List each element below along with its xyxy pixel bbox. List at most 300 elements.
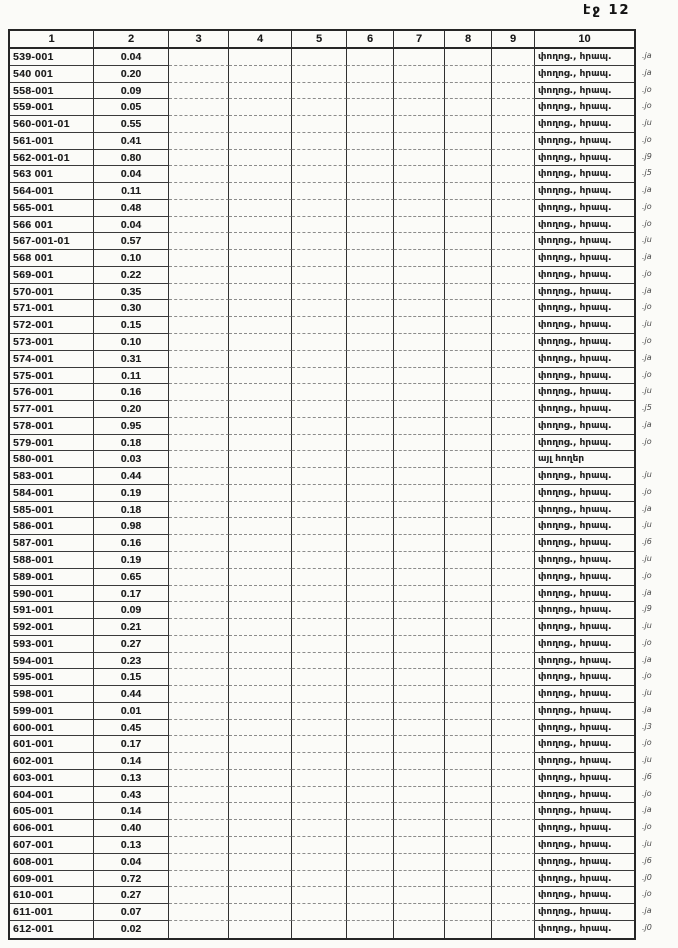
- empty-cell: [492, 334, 535, 351]
- empty-cell: [229, 871, 292, 888]
- empty-cell: [229, 535, 292, 552]
- empty-cell: [445, 233, 492, 250]
- empty-cell: [292, 887, 347, 904]
- margin-mark: .ja: [642, 503, 652, 513]
- land-use-cell: փողոց., հրապ.: [535, 787, 634, 804]
- empty-cell: [445, 384, 492, 401]
- empty-cell: [292, 720, 347, 737]
- land-use-cell: փողոց., հրապ.: [535, 99, 634, 116]
- area-value-cell: 0.17: [94, 736, 169, 753]
- empty-cell: [445, 267, 492, 284]
- table-row: [10, 904, 634, 921]
- empty-cell: [347, 150, 394, 167]
- empty-cell: [292, 334, 347, 351]
- parcel-code-cell: 584-001: [10, 485, 94, 502]
- area-value-cell: 0.10: [94, 250, 169, 267]
- empty-cell: [492, 384, 535, 401]
- margin-mark: .ju: [642, 520, 652, 530]
- empty-cell: [229, 401, 292, 418]
- empty-cell: [492, 686, 535, 703]
- margin-mark: .ja: [642, 805, 652, 815]
- table-row: [10, 569, 634, 586]
- area-value-cell: 0.11: [94, 183, 169, 200]
- empty-cell: [292, 736, 347, 753]
- empty-cell: [394, 49, 445, 66]
- margin-mark: .ja: [642, 185, 652, 195]
- empty-cell: [492, 502, 535, 519]
- parcel-code-cell: 578-001: [10, 418, 94, 435]
- empty-cell: [292, 116, 347, 133]
- area-value-cell: 0.80: [94, 150, 169, 167]
- empty-cell: [229, 300, 292, 317]
- empty-cell: [492, 267, 535, 284]
- empty-cell: [445, 150, 492, 167]
- empty-cell: [229, 518, 292, 535]
- parcel-code-cell: 569-001: [10, 267, 94, 284]
- empty-cell: [394, 619, 445, 636]
- parcel-code-cell: 604-001: [10, 787, 94, 804]
- table-row: [10, 803, 634, 820]
- empty-cell: [394, 166, 445, 183]
- table-row: [10, 552, 634, 569]
- table-row: [10, 451, 634, 468]
- empty-cell: [292, 518, 347, 535]
- empty-cell: [492, 99, 535, 116]
- empty-cell: [492, 653, 535, 670]
- land-use-cell: փողոց., հրապ.: [535, 351, 634, 368]
- empty-cell: [347, 418, 394, 435]
- empty-cell: [229, 820, 292, 837]
- area-value-cell: 0.72: [94, 871, 169, 888]
- margin-mark: .jo: [642, 889, 652, 899]
- empty-cell: [347, 803, 394, 820]
- land-use-cell: փողոց., հրապ.: [535, 133, 634, 150]
- empty-cell: [169, 49, 229, 66]
- empty-cell: [347, 636, 394, 653]
- margin-mark: .jo: [642, 268, 652, 278]
- land-use-cell: փողոց., հրապ.: [535, 284, 634, 301]
- empty-cell: [492, 636, 535, 653]
- area-value-cell: 0.17: [94, 586, 169, 603]
- empty-cell: [169, 837, 229, 854]
- area-value-cell: 0.31: [94, 351, 169, 368]
- area-value-cell: 0.18: [94, 502, 169, 519]
- margin-mark: .jo: [642, 788, 652, 798]
- empty-cell: [347, 569, 394, 586]
- empty-cell: [445, 183, 492, 200]
- empty-cell: [445, 451, 492, 468]
- parcel-code-cell: 574-001: [10, 351, 94, 368]
- margin-mark: .ja: [642, 419, 652, 429]
- land-use-cell: փողոց., հրապ.: [535, 183, 634, 200]
- empty-cell: [169, 401, 229, 418]
- area-value-cell: 0.13: [94, 837, 169, 854]
- land-use-cell: փողոց., հրապ.: [535, 401, 634, 418]
- empty-cell: [292, 267, 347, 284]
- empty-cell: [394, 854, 445, 871]
- table-row: [10, 83, 634, 100]
- empty-cell: [445, 485, 492, 502]
- table-row: [10, 183, 634, 200]
- empty-cell: [229, 166, 292, 183]
- empty-cell: [347, 535, 394, 552]
- empty-cell: [169, 183, 229, 200]
- empty-cell: [229, 619, 292, 636]
- empty-cell: [169, 485, 229, 502]
- land-use-cell: փողոց., հրապ.: [535, 83, 634, 100]
- empty-cell: [292, 636, 347, 653]
- parcel-code-cell: 606-001: [10, 820, 94, 837]
- empty-cell: [445, 669, 492, 686]
- land-use-cell: փողոց., հրապ.: [535, 166, 634, 183]
- land-use-cell: փողոց., հրապ.: [535, 703, 634, 720]
- empty-cell: [394, 368, 445, 385]
- empty-cell: [229, 83, 292, 100]
- margin-mark: .ju: [642, 386, 652, 396]
- table-row: [10, 820, 634, 837]
- empty-cell: [492, 619, 535, 636]
- empty-cell: [492, 83, 535, 100]
- margin-mark: .ju: [642, 838, 652, 848]
- parcel-code-cell: 611-001: [10, 904, 94, 921]
- column-header-10: 10: [535, 31, 634, 49]
- parcel-code-cell: 568 001: [10, 250, 94, 267]
- empty-cell: [229, 267, 292, 284]
- empty-cell: [292, 753, 347, 770]
- parcel-code-cell: 608-001: [10, 854, 94, 871]
- area-value-cell: 0.10: [94, 334, 169, 351]
- empty-cell: [445, 368, 492, 385]
- table-row: [10, 267, 634, 284]
- margin-mark: [642, 449, 672, 466]
- empty-cell: [445, 619, 492, 636]
- area-value-cell: 0.55: [94, 116, 169, 133]
- land-use-cell: փողոց., հրապ.: [535, 150, 634, 167]
- empty-cell: [169, 569, 229, 586]
- margin-mark: .ja: [642, 51, 652, 60]
- empty-cell: [492, 736, 535, 753]
- margin-mark: .j9: [642, 604, 652, 614]
- empty-cell: [394, 636, 445, 653]
- empty-cell: [292, 837, 347, 854]
- empty-cell: [394, 887, 445, 904]
- area-value-cell: 0.04: [94, 166, 169, 183]
- margin-mark: .j9: [642, 151, 652, 161]
- empty-cell: [492, 368, 535, 385]
- area-value-cell: 0.40: [94, 820, 169, 837]
- land-use-cell: փողոց., հրապ.: [535, 200, 634, 217]
- land-use-cell: փողոց., հրապ.: [535, 485, 634, 502]
- empty-cell: [169, 703, 229, 720]
- column-header-4: 4: [229, 31, 292, 49]
- margin-mark: .jo: [642, 84, 652, 94]
- empty-cell: [292, 586, 347, 603]
- margin-mark: .jo: [642, 738, 652, 748]
- empty-cell: [169, 368, 229, 385]
- empty-cell: [347, 871, 394, 888]
- empty-cell: [492, 518, 535, 535]
- margin-mark: .jo: [642, 369, 652, 379]
- empty-cell: [292, 233, 347, 250]
- land-use-cell: փողոց., հրապ.: [535, 384, 634, 401]
- empty-cell: [394, 451, 445, 468]
- empty-cell: [445, 686, 492, 703]
- table-row: [10, 116, 634, 133]
- empty-cell: [292, 351, 347, 368]
- empty-cell: [492, 552, 535, 569]
- empty-cell: [347, 602, 394, 619]
- empty-cell: [445, 83, 492, 100]
- area-value-cell: 0.07: [94, 904, 169, 921]
- parcel-code-cell: 602-001: [10, 753, 94, 770]
- empty-cell: [292, 133, 347, 150]
- land-use-cell: փողոց., հրապ.: [535, 66, 634, 83]
- empty-cell: [394, 753, 445, 770]
- empty-cell: [394, 418, 445, 435]
- parcel-code-cell: 539-001: [10, 49, 94, 66]
- table-row: [10, 233, 634, 250]
- empty-cell: [229, 284, 292, 301]
- empty-cell: [347, 384, 394, 401]
- margin-mark: .ju: [642, 470, 652, 480]
- empty-cell: [394, 233, 445, 250]
- empty-cell: [169, 602, 229, 619]
- empty-cell: [347, 451, 394, 468]
- empty-cell: [394, 200, 445, 217]
- area-value-cell: 0.20: [94, 66, 169, 83]
- empty-cell: [394, 820, 445, 837]
- area-value-cell: 0.18: [94, 435, 169, 452]
- empty-cell: [445, 586, 492, 603]
- empty-cell: [445, 99, 492, 116]
- margin-mark: .ja: [642, 654, 652, 664]
- margin-mark: .ja: [642, 67, 652, 77]
- land-use-cell: փողոց., հրապ.: [535, 619, 634, 636]
- empty-cell: [292, 66, 347, 83]
- empty-cell: [445, 435, 492, 452]
- parcel-code-cell: 563 001: [10, 166, 94, 183]
- empty-cell: [229, 586, 292, 603]
- margin-mark: .j6: [642, 771, 652, 781]
- empty-cell: [445, 468, 492, 485]
- empty-cell: [292, 418, 347, 435]
- empty-cell: [445, 518, 492, 535]
- parcel-code-cell: 594-001: [10, 653, 94, 670]
- land-use-cell: փողոց., հրապ.: [535, 904, 634, 921]
- column-header-6: 6: [347, 31, 394, 49]
- parcel-code-cell: 593-001: [10, 636, 94, 653]
- empty-cell: [394, 569, 445, 586]
- margin-mark: .ja: [642, 906, 652, 916]
- area-value-cell: 0.03: [94, 451, 169, 468]
- empty-cell: [169, 669, 229, 686]
- empty-cell: [169, 820, 229, 837]
- empty-cell: [394, 736, 445, 753]
- margin-mark: .j6: [642, 537, 652, 547]
- margin-mark: .ja: [642, 285, 652, 295]
- empty-cell: [445, 803, 492, 820]
- parcel-code-cell: 576-001: [10, 384, 94, 401]
- empty-cell: [292, 150, 347, 167]
- land-use-cell: փողոց., հրապ.: [538, 923, 612, 934]
- empty-cell: [229, 49, 292, 66]
- table-row: [10, 284, 634, 301]
- empty-cell: [169, 887, 229, 904]
- empty-cell: [292, 535, 347, 552]
- margin-mark: .ju: [642, 118, 652, 128]
- empty-cell: [445, 703, 492, 720]
- parcel-code-cell: 566 001: [10, 217, 94, 234]
- empty-cell: [169, 770, 229, 787]
- empty-cell: [169, 351, 229, 368]
- margin-mark: .jo: [642, 822, 652, 832]
- parcels-table: [8, 29, 636, 940]
- empty-cell: [169, 267, 229, 284]
- margin-mark: .j0: [642, 922, 652, 932]
- empty-cell: [445, 770, 492, 787]
- empty-cell: [445, 837, 492, 854]
- empty-cell: [445, 200, 492, 217]
- land-use-cell: փողոց., հրապ.: [535, 653, 634, 670]
- empty-cell: [394, 770, 445, 787]
- empty-cell: [445, 166, 492, 183]
- empty-cell: [347, 368, 394, 385]
- empty-cell: [169, 233, 229, 250]
- empty-cell: [394, 602, 445, 619]
- empty-cell: [292, 787, 347, 804]
- empty-cell: [169, 217, 229, 234]
- empty-cell: [229, 317, 292, 334]
- empty-cell: [292, 99, 347, 116]
- empty-cell: [347, 921, 394, 938]
- parcel-code-cell: 585-001: [10, 502, 94, 519]
- empty-cell: [347, 552, 394, 569]
- table-row: [10, 887, 634, 904]
- empty-cell: [292, 485, 347, 502]
- empty-cell: [445, 887, 492, 904]
- empty-cell: [394, 803, 445, 820]
- parcel-code-cell: 609-001: [10, 871, 94, 888]
- empty-cell: [394, 669, 445, 686]
- empty-cell: [292, 183, 347, 200]
- parcel-code-cell: 560-001-01: [10, 116, 94, 133]
- empty-cell: [347, 133, 394, 150]
- empty-cell: [292, 703, 347, 720]
- empty-cell: [347, 669, 394, 686]
- empty-cell: [347, 887, 394, 904]
- table-row: [10, 435, 634, 452]
- parcel-code-cell: 607-001: [10, 837, 94, 854]
- empty-cell: [347, 66, 394, 83]
- empty-cell: [229, 753, 292, 770]
- parcel-code-cell: 586-001: [10, 518, 94, 535]
- empty-cell: [169, 787, 229, 804]
- empty-cell: [394, 921, 445, 938]
- table-row: [10, 250, 634, 267]
- empty-cell: [229, 485, 292, 502]
- empty-cell: [229, 250, 292, 267]
- margin-mark: .jo: [642, 134, 652, 144]
- margin-mark: .jo: [642, 436, 652, 446]
- empty-cell: [347, 317, 394, 334]
- empty-cell: [229, 787, 292, 804]
- empty-cell: [169, 502, 229, 519]
- area-value-cell: 0.27: [94, 887, 169, 904]
- empty-cell: [347, 468, 394, 485]
- empty-cell: [347, 217, 394, 234]
- empty-cell: [292, 250, 347, 267]
- empty-cell: [492, 753, 535, 770]
- table-row: [10, 602, 634, 619]
- empty-cell: [394, 384, 445, 401]
- empty-cell: [445, 284, 492, 301]
- empty-cell: [492, 586, 535, 603]
- empty-cell: [292, 502, 347, 519]
- empty-cell: [492, 233, 535, 250]
- empty-cell: [445, 736, 492, 753]
- empty-cell: [229, 636, 292, 653]
- empty-cell: [229, 150, 292, 167]
- land-use-cell: փողոց., հրապ.: [535, 887, 634, 904]
- empty-cell: [347, 435, 394, 452]
- empty-cell: [445, 217, 492, 234]
- table-row: [10, 619, 634, 636]
- empty-cell: [292, 552, 347, 569]
- area-value-cell: 0.13: [94, 770, 169, 787]
- area-value-cell: 0.11: [94, 368, 169, 385]
- empty-cell: [169, 66, 229, 83]
- empty-cell: [229, 569, 292, 586]
- empty-cell: [292, 653, 347, 670]
- table-row: [10, 720, 634, 737]
- empty-cell: [169, 300, 229, 317]
- empty-cell: [169, 619, 229, 636]
- parcel-code-cell: 590-001: [10, 586, 94, 603]
- table-row: [10, 770, 634, 787]
- area-value-cell: 0.04: [94, 49, 169, 66]
- margin-mark: .jo: [642, 336, 652, 346]
- margin-mark: .jo: [642, 218, 652, 228]
- area-value-cell: 0.98: [94, 518, 169, 535]
- empty-cell: [347, 653, 394, 670]
- parcel-code-cell: 612-001: [10, 921, 94, 938]
- area-value-cell: 0.04: [94, 854, 169, 871]
- empty-cell: [169, 921, 229, 938]
- land-use-cell: փողոց., հրապ.: [535, 586, 634, 603]
- empty-cell: [169, 150, 229, 167]
- table-row: [10, 300, 634, 317]
- empty-cell: [492, 803, 535, 820]
- empty-cell: [394, 66, 445, 83]
- land-use-cell: փողոց., հրապ.: [535, 116, 634, 133]
- margin-mark: .j0: [642, 872, 652, 882]
- land-use-cell: փողոց., հրապ.: [535, 267, 634, 284]
- land-use-cell: փողոց., հրապ.: [535, 300, 634, 317]
- land-use-cell: այլ հողեր: [535, 451, 634, 468]
- empty-cell: [394, 334, 445, 351]
- parcel-code-cell: 588-001: [10, 552, 94, 569]
- parcel-code-cell: 592-001: [10, 619, 94, 636]
- area-value-cell: 0.15: [94, 317, 169, 334]
- empty-cell: [169, 133, 229, 150]
- area-value-cell: 0.48: [94, 200, 169, 217]
- empty-cell: [169, 653, 229, 670]
- empty-cell: [169, 518, 229, 535]
- table-row: [10, 837, 634, 854]
- margin-mark: .jo: [642, 201, 652, 211]
- column-header-2: 2: [94, 31, 169, 49]
- empty-cell: [229, 133, 292, 150]
